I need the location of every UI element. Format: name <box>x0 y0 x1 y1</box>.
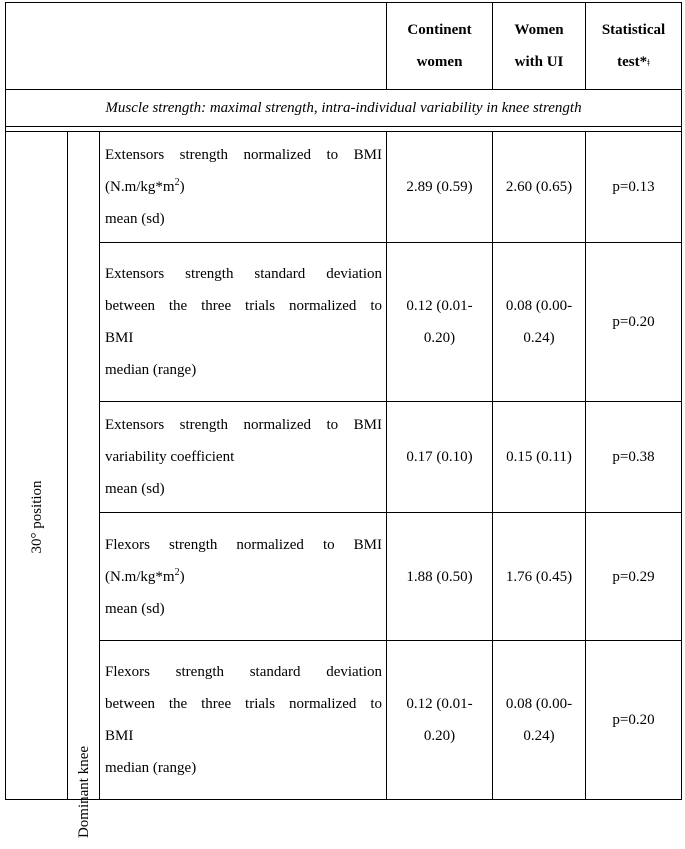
header-ui-line2: with UI <box>514 54 564 70</box>
test-value: p=0.38 <box>586 402 682 513</box>
results-table <box>5 2 682 839</box>
header-row <box>6 3 682 90</box>
test-value: p=0.20 <box>586 243 682 402</box>
ui-value <box>493 243 586 402</box>
knee-cell <box>68 132 100 839</box>
desc-line: Extensors strength normalized to BMI <box>105 417 383 433</box>
position-label: 30° position <box>28 480 45 554</box>
table-row <box>6 641 682 800</box>
desc-line: between the three trials normalized to <box>105 298 383 314</box>
unit-close: ) <box>179 179 185 195</box>
unit-sup: 2 <box>174 566 180 578</box>
section-caption-row <box>6 90 682 127</box>
test-value: p=0.20 <box>586 641 682 800</box>
header-test-line1: Statistical <box>601 21 666 38</box>
test-value: p=0.13 <box>586 132 682 243</box>
unit-text: (N.m/kg*m <box>105 179 175 195</box>
desc-line: between the three trials normalized to <box>105 696 383 712</box>
desc-line: mean (sd) <box>105 600 165 617</box>
header-test-symbol: ǂ <box>647 56 650 69</box>
header-women-with-ui <box>493 3 586 90</box>
header-ui-line1: Women <box>514 22 564 38</box>
test-value: p=0.29 <box>586 513 682 641</box>
desc-line: median (range) <box>105 760 197 776</box>
row-description <box>100 513 387 641</box>
desc-line-unit <box>105 171 382 203</box>
desc-line: mean (sd) <box>105 211 165 227</box>
continent-value <box>387 243 493 402</box>
header-continent-women <box>387 3 493 90</box>
desc-line: variability coefficient <box>105 449 235 465</box>
value-line: 0.12 (0.01- <box>406 298 473 314</box>
desc-line: median (range) <box>105 362 197 378</box>
row-description <box>100 402 387 513</box>
table-row <box>6 513 682 641</box>
header-empty-cell <box>6 3 387 90</box>
continent-value: 0.17 (0.10) <box>387 402 493 513</box>
value-line: 0.24) <box>523 728 555 744</box>
desc-line: Flexors strength normalized to BMI <box>105 536 383 553</box>
value-line: 0.20) <box>423 330 456 346</box>
desc-line: Extensors strength standard deviation <box>105 266 383 282</box>
value-line: 0.24) <box>523 330 555 346</box>
desc-line: BMI <box>105 330 134 346</box>
desc-line: Extensors strength normalized to BMI <box>105 147 383 163</box>
ui-value: 1.76 (0.45) <box>493 513 586 641</box>
desc-line: Flexors strength standard deviation <box>105 664 383 680</box>
row-description <box>100 243 387 402</box>
value-line: 0.12 (0.01- <box>406 696 473 712</box>
section-caption: Muscle strength: maximal strength, intra-individual variability in knee strength <box>6 90 682 127</box>
row-description <box>100 132 387 243</box>
continent-value: 1.88 (0.50) <box>387 513 493 641</box>
value-line: 0.20) <box>423 728 456 744</box>
ui-value: 0.15 (0.11) <box>493 402 586 513</box>
unit-sup: 2 <box>174 177 180 188</box>
desc-line-unit <box>105 561 382 593</box>
continent-value <box>387 641 493 800</box>
table-row <box>6 402 682 513</box>
ui-value <box>493 641 586 800</box>
desc-line: BMI <box>105 728 134 744</box>
header-continent-line2: women <box>416 54 463 70</box>
ui-value: 2.60 (0.65) <box>493 132 586 243</box>
value-line: 0.08 (0.00- <box>505 696 573 712</box>
header-test-line2: test* <box>617 53 648 70</box>
position-cell <box>6 132 68 800</box>
table-row <box>6 243 682 402</box>
unit-text: (N.m/kg*m <box>105 568 175 585</box>
row-description <box>100 641 387 800</box>
table-row <box>6 132 682 243</box>
value-line: 0.08 (0.00- <box>505 298 573 314</box>
unit-close: ) <box>179 568 185 585</box>
header-statistical-test <box>586 3 682 90</box>
header-test-line2-wrap <box>586 46 681 79</box>
header-continent-line1: Continent <box>407 22 472 38</box>
desc-line: mean (sd) <box>105 481 165 497</box>
knee-label: Dominant knee <box>75 745 92 839</box>
continent-value: 2.89 (0.59) <box>387 132 493 243</box>
